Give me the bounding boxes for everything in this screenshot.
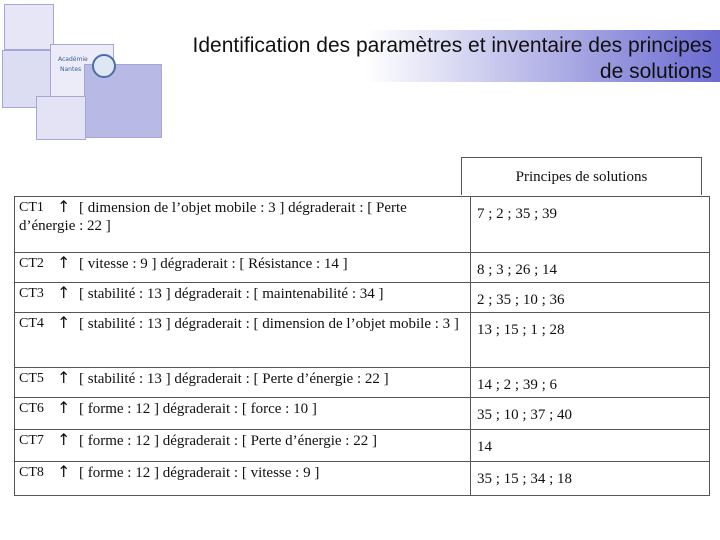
logo-line-2: Nantes [60,66,82,73]
contradiction-cell [15,313,471,367]
contradiction-cell [15,367,471,397]
contradiction-cell [15,461,471,495]
contradiction-id: CT4 [19,316,44,332]
contradiction-cell [15,253,471,283]
solutions-cell: 7 ; 2 ; 35 ; 39 [471,197,710,253]
contradiction-id: CT8 [19,464,44,480]
solutions-cell: 14 [471,429,710,461]
contradiction-text: [ forme : 12 ] dégraderait : [ vitesse : 9 ] [79,464,320,481]
contradiction-text: [ stabilité : 13 ] dégraderait : [ maintenabilité : 34 ] [79,286,384,303]
solutions-header: Principes de solutions [461,157,702,195]
contradiction-text: [ forme : 12 ] dégraderait : [ force : 10 ] [79,400,317,417]
contradiction-cell [15,429,471,461]
contradiction-text: [ stabilité : 13 ] dégraderait : [ dimension de l’objet mobile : 3 ] [79,316,459,333]
up-arrow-icon: ↑ [57,197,71,216]
contradiction-cell [15,283,471,313]
logo-area [0,0,170,140]
table-row [15,461,710,495]
table-row [15,397,710,429]
contradiction-cell [15,397,471,429]
up-arrow-icon: ↑ [57,283,71,303]
decorative-square [4,4,54,50]
contradiction-text: [ forme : 12 ] dégraderait : [ Perte d’énergie : 22 ] [79,432,377,449]
contradiction-id: CT5 [19,370,44,386]
up-arrow-icon: ↑ [57,429,71,449]
contradictions-table [14,196,710,496]
solutions-cell: 2 ; 35 ; 10 ; 36 [471,283,710,313]
contradiction-cell [15,197,471,253]
up-arrow-icon: ↑ [57,461,71,481]
contradiction-text: [ vitesse : 9 ] dégraderait : [ Résistance : 14 ] [79,256,348,273]
up-arrow-icon: ↑ [57,313,71,333]
up-arrow-icon: ↑ [57,367,71,387]
solutions-cell: 35 ; 10 ; 37 ; 40 [471,397,710,429]
page-title: Identification des paramètres et inventaire des principes de solutions [192,34,712,83]
up-arrow-icon: ↑ [57,253,71,273]
table-row [15,283,710,313]
solutions-cell: 8 ; 3 ; 26 ; 14 [471,253,710,283]
contradiction-text: [ stabilité : 13 ] dégraderait : [ Perte d’énergie : 22 ] [79,370,389,387]
up-arrow-icon: ↑ [57,397,71,417]
logo-emblem-icon [92,54,116,78]
decorative-square [36,96,86,140]
table-row [15,367,710,397]
table-row [15,253,710,283]
contradiction-id: CT1 [19,200,44,215]
solutions-cell: 14 ; 2 ; 39 ; 6 [471,367,710,397]
table-row [15,429,710,461]
contradiction-id: CT3 [19,286,44,302]
logo-line-1: Académie [58,56,88,63]
contradiction-text: [ dimension de l’objet mobile : 3 ] dégraderait : [ Perte d’énergie : 22 ] [19,200,407,234]
contradiction-id: CT6 [19,400,44,416]
table-row [15,197,710,253]
contradiction-id: CT2 [19,256,44,272]
solutions-cell: 13 ; 15 ; 1 ; 28 [471,313,710,367]
table-row [15,313,710,367]
solutions-cell: 35 ; 15 ; 34 ; 18 [471,461,710,495]
contradiction-id: CT7 [19,432,44,448]
